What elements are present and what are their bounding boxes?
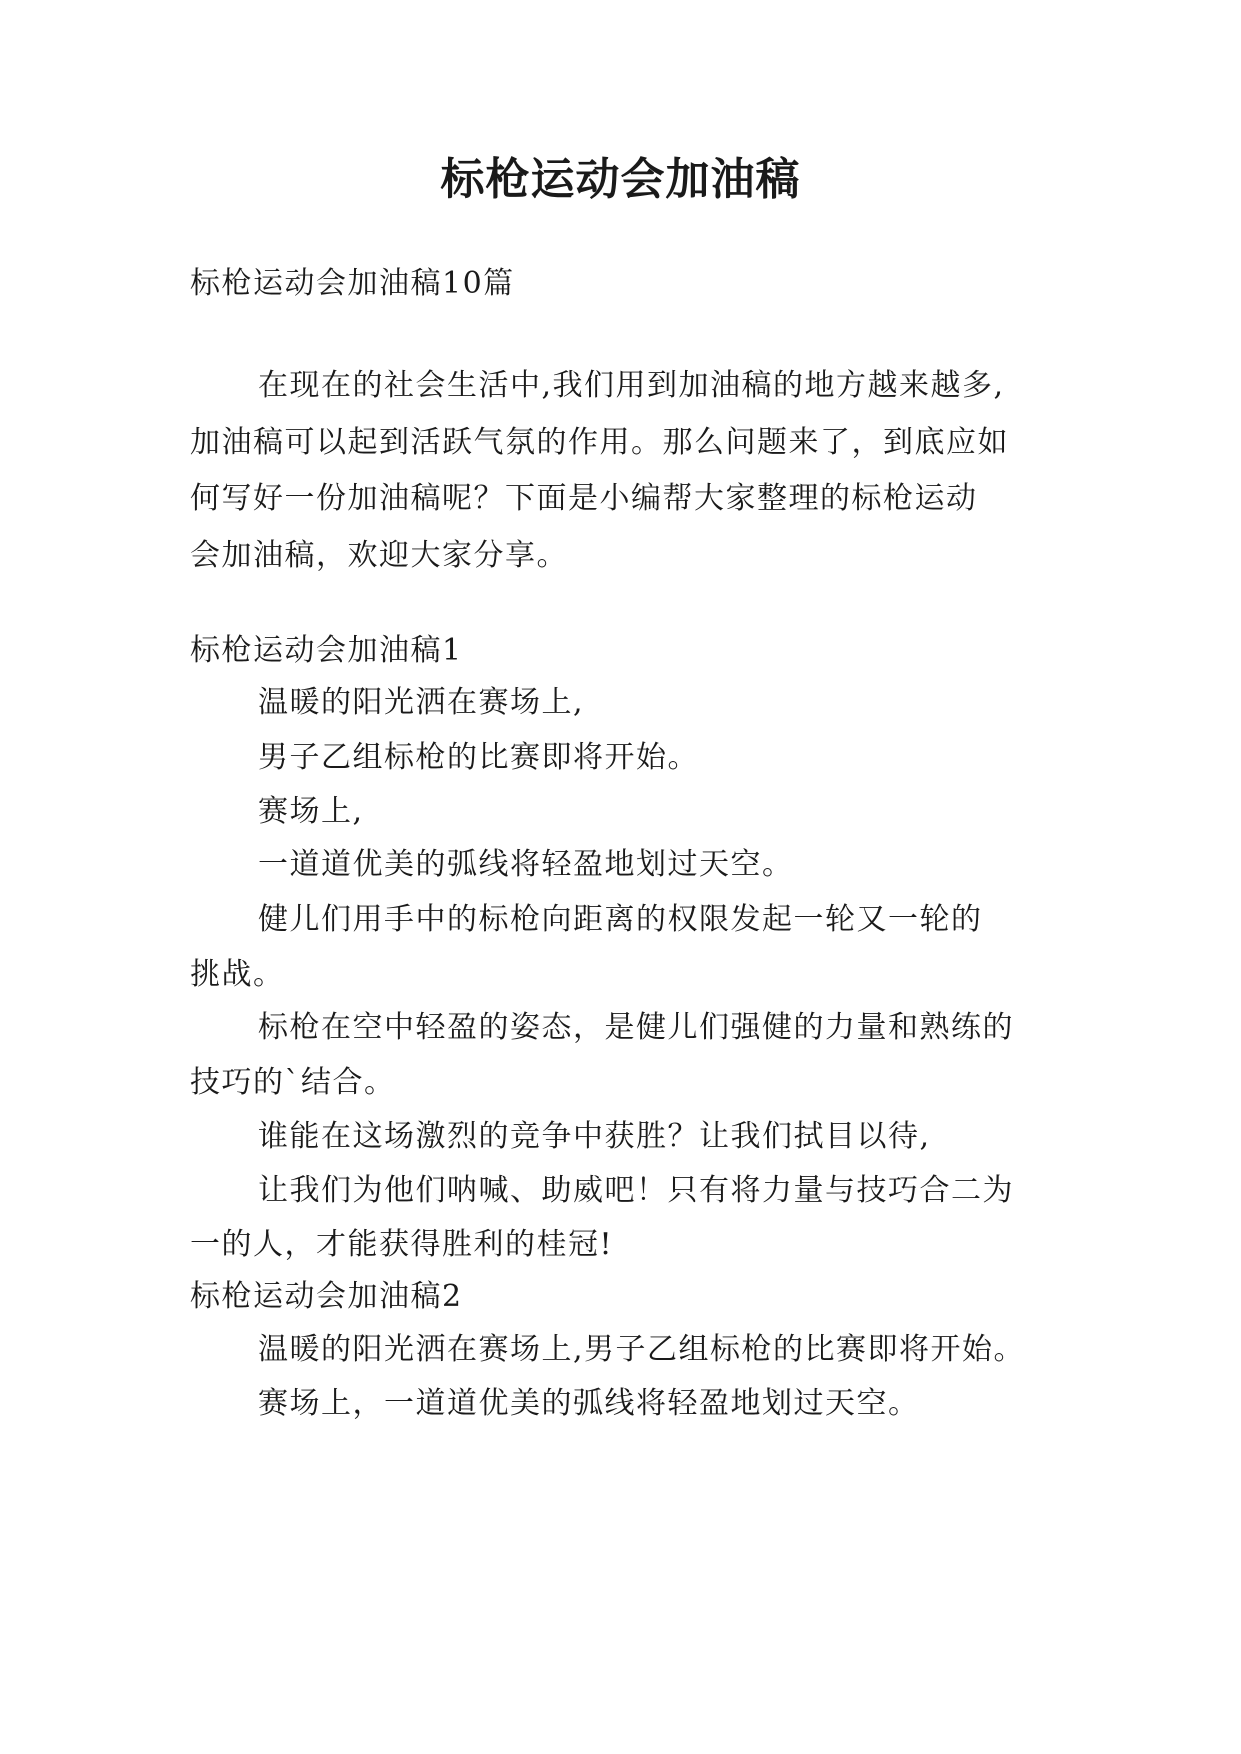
document-subtitle: 标枪运动会加油稿10篇 [190, 266, 515, 301]
section-1-line-2: 男子乙组标枪的比赛即将开始。 [258, 740, 699, 775]
section-2-line-2: 赛场上，一道道优美的弧线将轻盈地划过天空。 [258, 1386, 920, 1421]
section-1-heading: 标枪运动会加油稿1 [190, 633, 463, 668]
section-2-line-1: 温暖的阳光洒在赛场上,男子乙组标枪的比赛即将开始。 [258, 1332, 1026, 1367]
intro-line-1: 在现在的社会生活中,我们用到加油稿的地方越来越多, [258, 368, 1005, 403]
section-1-line-1: 温暖的阳光洒在赛场上, [258, 685, 585, 720]
section-1-line-5: 健儿们用手中的标枪向距离的权限发起一轮又一轮的 [258, 902, 983, 937]
section-1-line-6: 挑战。 [190, 957, 285, 992]
section-1-line-9: 谁能在这场激烈的竞争中获胜？让我们拭目以待, [258, 1119, 931, 1154]
section-1-line-4: 一道道优美的弧线将轻盈地划过天空。 [258, 847, 794, 882]
section-1-line-10: 让我们为他们呐喊、助威吧！只有将力量与技巧合二为 [258, 1173, 1014, 1208]
intro-line-2: 加油稿可以起到活跃气氛的作用。那么问题来了，到底应如 [190, 425, 1009, 460]
section-2-heading: 标枪运动会加油稿2 [190, 1279, 463, 1314]
section-1-line-7: 标枪在空中轻盈的姿态，是健儿们强健的力量和熟练的 [258, 1010, 1014, 1045]
document-title: 标枪运动会加油稿 [440, 154, 801, 205]
intro-line-3: 何写好一份加油稿呢？下面是小编帮大家整理的标枪运动 [190, 481, 978, 516]
section-1-line-3: 赛场上, [258, 794, 364, 829]
intro-line-4: 会加油稿，欢迎大家分享。 [190, 538, 568, 573]
section-1-line-11: 一的人，才能获得胜利的桂冠! [190, 1227, 614, 1262]
section-1-line-8: 技巧的`结合。 [190, 1065, 396, 1100]
